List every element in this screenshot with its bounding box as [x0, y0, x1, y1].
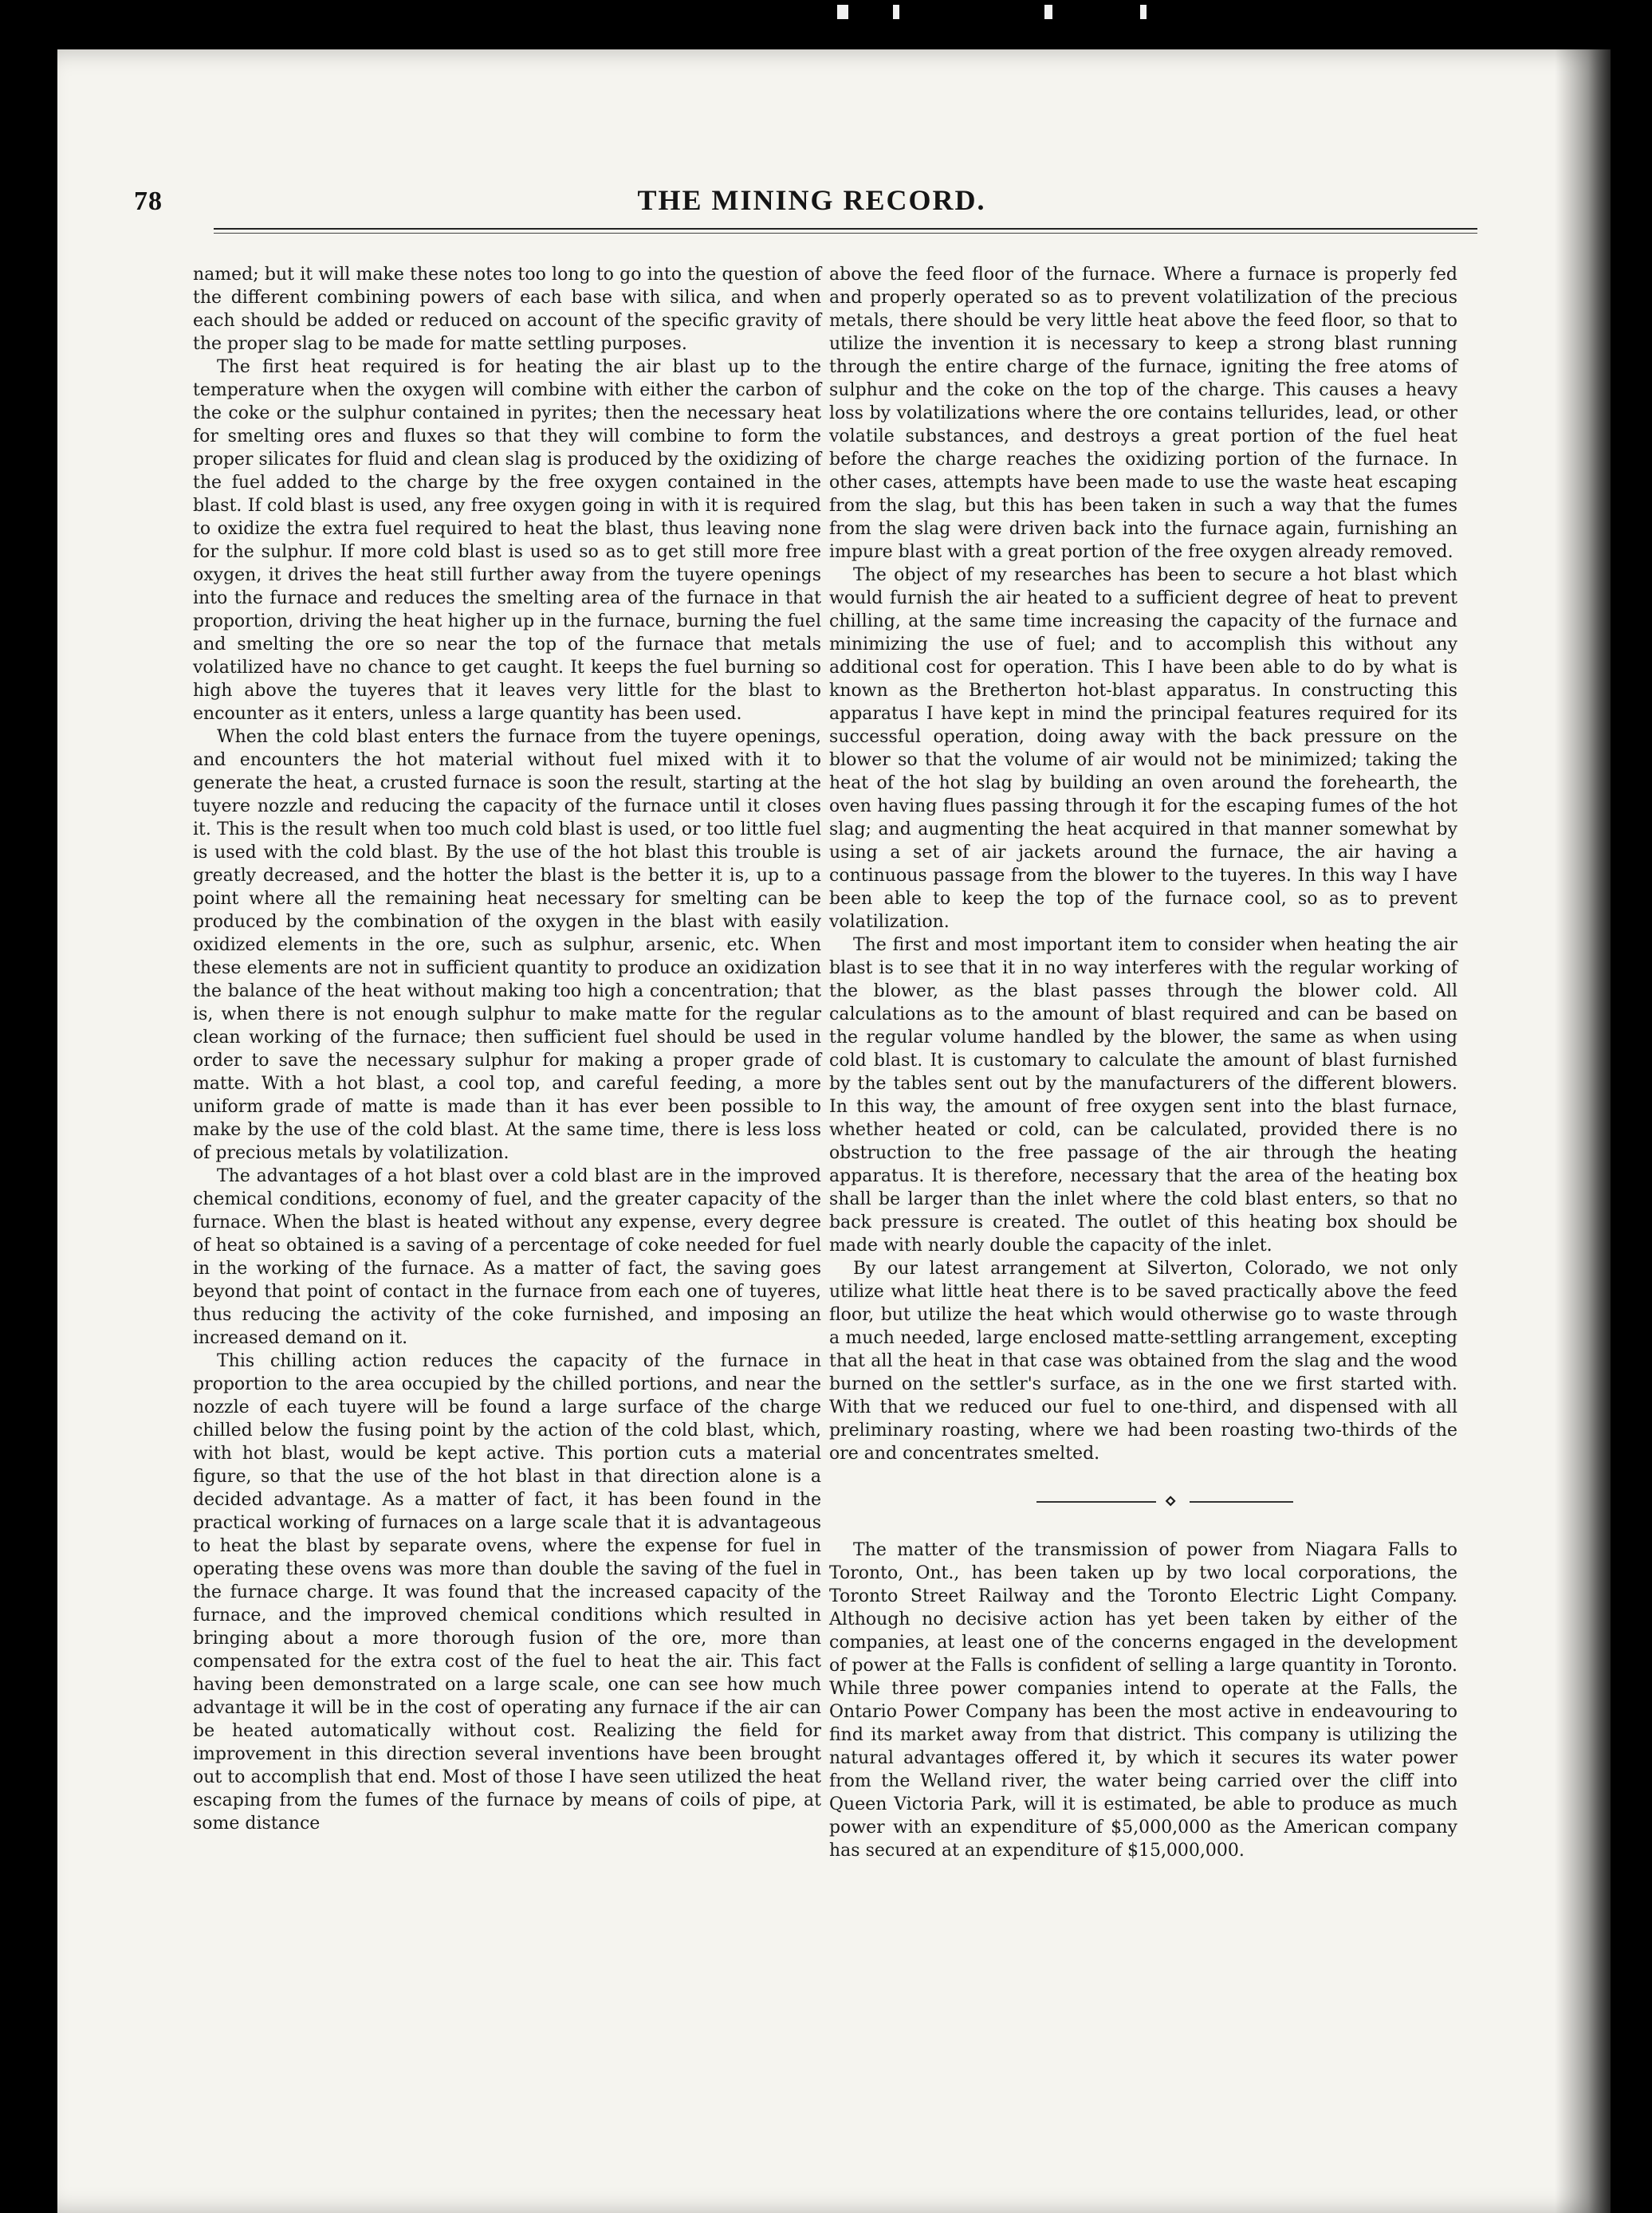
page-number: 78: [134, 187, 163, 216]
divider-line-right: [1190, 1501, 1293, 1503]
paragraph: The first heat required is for heating the air blast up to the temperature when the oxygen will combine with either the carbon of the coke or the sulphur contained in pyrites; then the necessary heat for smelting ores and fluxes so that they will combine to form the proper silicates for fluid and clean slag is produced by the oxidizing of the fuel added to the charge by the free oxygen contained in the blast. If cold blast is used, any free oxygen going in with it is required to oxidize the extra fuel required to heat the blast, thus leaving none for the sulphur. If more cold blast is used so as to get still more free oxygen, it drives the heat still further away from the tuyere openings into the furnace and reduces the smelting area of the furnace in that proportion, driving the heat higher up in the furnace, burning the fuel and smelting the ore so near the top of the furnace that metals volatilized have no chance to get caught. It keeps the fuel burning so high above the tuyeres that it leaves very little for the blast to encounter as it enters, unless a large quantity has been used.: [193, 357, 821, 724]
journal-title: THE MINING RECORD.: [637, 184, 986, 216]
paragraph: above the feed floor of the furnace. Where a furnace is properly fed and properly operated so as to prevent volatilization of the precious metals, there should be very little heat above the feed floor, so that to utilize the invention it is necessary to keep a strong blast running through the entire charge of the furnace, igniting the free atoms of sulphur and the coke on the top of the charge. This causes a heavy loss by volatilizations where the ore contains tellurides, lead, or other volatile substances, and destroys a great portion of the fuel heat before the charge reaches the oxidizing portion of the furnace. In other cases, attempts have been made to use the waste heat escaping from the slag, but this has been taken in such a way that the fumes from the slag were driven back into the furnace again, furnishing an impure blast with a great portion of the free oxygen already removed.: [829, 265, 1457, 562]
paragraph: The advantages of a hot blast over a cold blast are in the improved chemical conditions, economy of fuel, and the greater capacity of the furnace. When the blast is heated without any expense, every degree of heat so obtained is a saving of a percentage of coke needed for fuel in the working of the furnace. As a matter of fact, the saving goes beyond that point of contact in the furnace from each one of tuyeres, thus reducing the activity of the coke furnished, and imposing an increased demand on it.: [193, 1166, 821, 1348]
paragraph: The first and most important item to consider when heating the air blast is to see that it in no way interferes with the regular working of the blower, as the blast passes through the blower cold. All calculations as to the amount of blast required and can be based on the regular volume handled by the blower, the same as when using cold blast. It is customary to calculate the amount of blast furnished by the tables sent out by the manufacturers of the different blowers. In this way, the amount of free oxygen sent into the blast furnace, whether heated or cold, can be calculated, provided there is no obstruction to the free passage of the air through the heating apparatus. It is therefore, necessary that the area of the heating box shall be larger than the inlet where the cold blast enters, so that no back pressure is created. The outlet of this heating box should be made with nearly double the capacity of the inlet.: [829, 935, 1457, 1256]
left-column: [193, 263, 821, 2184]
divider-line-left: [1036, 1501, 1156, 1503]
page-header: [134, 128, 1489, 233]
divider-ornament-icon: ⋄: [1164, 1489, 1178, 1513]
header-rule-thin: [214, 233, 1477, 234]
paragraph: By our latest arrangement at Silverton, Colorado, we not only utilize what little heat there is to be saved practically above the feed floor, but utilize the heat which would otherwise go to waste through a much needed, large enclosed matte-settling arrangement, excepting that all the heat in that case was obtained from the slag and the wood burned on the settler's surface, as in the one we first started with. With that we reduced our fuel to one-third, and dispensed with all preliminary roasting, where we had been roasting two-thirds of the ore and concentrates smelted.: [829, 1259, 1457, 1464]
paragraph: The matter of the transmission of power from Niagara Falls to Toronto, Ont., has been taken up by two local corporations, the Toronto Street Railway and the Toronto Electric Light Company. Although no decisive action has yet been taken by either of the companies, at least one of the concerns engaged in the development of power at the Falls is confident of selling a large quantity in Toronto. While three power companies intend to operate at the Falls, the Ontario Power Company has been the most active in endeavouring to find its market away from that district. This company is utilizing the natural advantages offered it, by which it secures its water power from the Welland river, the water being carried over the cliff into Queen Victoria Park, will it is estimated, be able to produce as much power with an expenditure of $5,000,000 as the American company has secured at an expenditure of $15,000,000.: [829, 1540, 1457, 1861]
right-column: [829, 263, 1457, 2184]
paragraph: The object of my researches has been to secure a hot blast which would furnish the air heated to a sufficient degree of heat to prevent chilling, at the same time increasing the capacity of the furnace and minimizing the use of fuel; and to accomplish this without any additional cost for operation. This I have been able to do by what is known as the Bretherton hot-blast apparatus. In constructing this apparatus I have kept in mind the principal features required for its successful operation, doing away with the back pressure on the blower so that the volume of air would not be minimized; taking the heat of the hot slag by building an oven around the forehearth, the oven having flues passing through it for the escaping fumes of the hot slag; and augmenting the heat acquired in that manner somewhat by using a set of air jackets around the furnace, the air having a continuous passage from the blower to the tuyeres. In this way I have been able to keep the top of the furnace cool, so as to prevent volatilization.: [829, 565, 1457, 932]
paragraph: This chilling action reduces the capacity of the furnace in proportion to the area occupied by the chilled portions, and near the nozzle of each tuyere will be found a large surface of the charge chilled below the fusing point by the action of the cold blast, which, with hot blast, would be kept active. This portion cuts a material figure, so that the use of the hot blast in that direction alone is a decided advantage. As a matter of fact, it has been found in the practical working of furnaces on a large scale that it is advantageous to heat the blast by separate ovens, where the expense for fuel in operating these ovens was more than double the saving of the fuel in the furnace charge. It was found that the increased capacity of the furnace, and the improved chemical conditions which resulted in bringing about a more thorough fusion of the ore, more than compensated for the extra cost of the fuel to heat the air. This fact having been demonstrated on a large scale, one can see how much advantage it will be in the cost of operating any furnace if the air can be heated automatically without cost. Realizing the field for improvement in this direction several inventions have been brought out to accomplish that end. Most of those I have seen utilized the heat escaping from the fumes of the furnace by means of coils of pipe, at some distance: [193, 1351, 821, 1834]
scan-artifacts: [805, 0, 1220, 32]
page-shadow-edge: [1555, 49, 1611, 2213]
header-rule: [214, 228, 1477, 230]
paragraph: When the cold blast enters the furnace from the tuyere openings, and encounters the hot material without fuel mixed with it to generate the heat, a crusted furnace is soon the result, starting at the tuyere nozzle and reducing the capacity of the furnace until it closes it. This is the result when too much cold blast is used, or too little fuel is used with the cold blast. By the use of the hot blast this trouble is greatly decreased, and the hotter the blast is the better it is, up to a point where all the remaining heat necessary for smelting can be produced by the combination of the oxygen in the blast with easily oxidized elements in the ore, such as sulphur, arsenic, etc. When these elements are not in sufficient quantity to produce an oxidization the balance of the heat without making too high a concentration; that is, when there is not enough sulphur to make matte for the regular clean working of the furnace; then sufficient fuel should be used in order to save the necessary sulphur for making a proper grade of matte. With a hot blast, a cool top, and careful feeding, a more uniform grade of matte is made than it has ever been possible to make by the use of the cold blast. At the same time, there is less loss of precious metals by volatilization.: [193, 727, 821, 1163]
section-divider: [829, 1486, 1457, 1518]
scan-border-top: [0, 0, 1652, 48]
paragraph: named; but it will make these notes too long to go into the question of the different combining powers of each base with silica, and when each should be added or reduced on account of the specific gravity of the proper slag to be made for matte settling purposes.: [193, 265, 821, 354]
